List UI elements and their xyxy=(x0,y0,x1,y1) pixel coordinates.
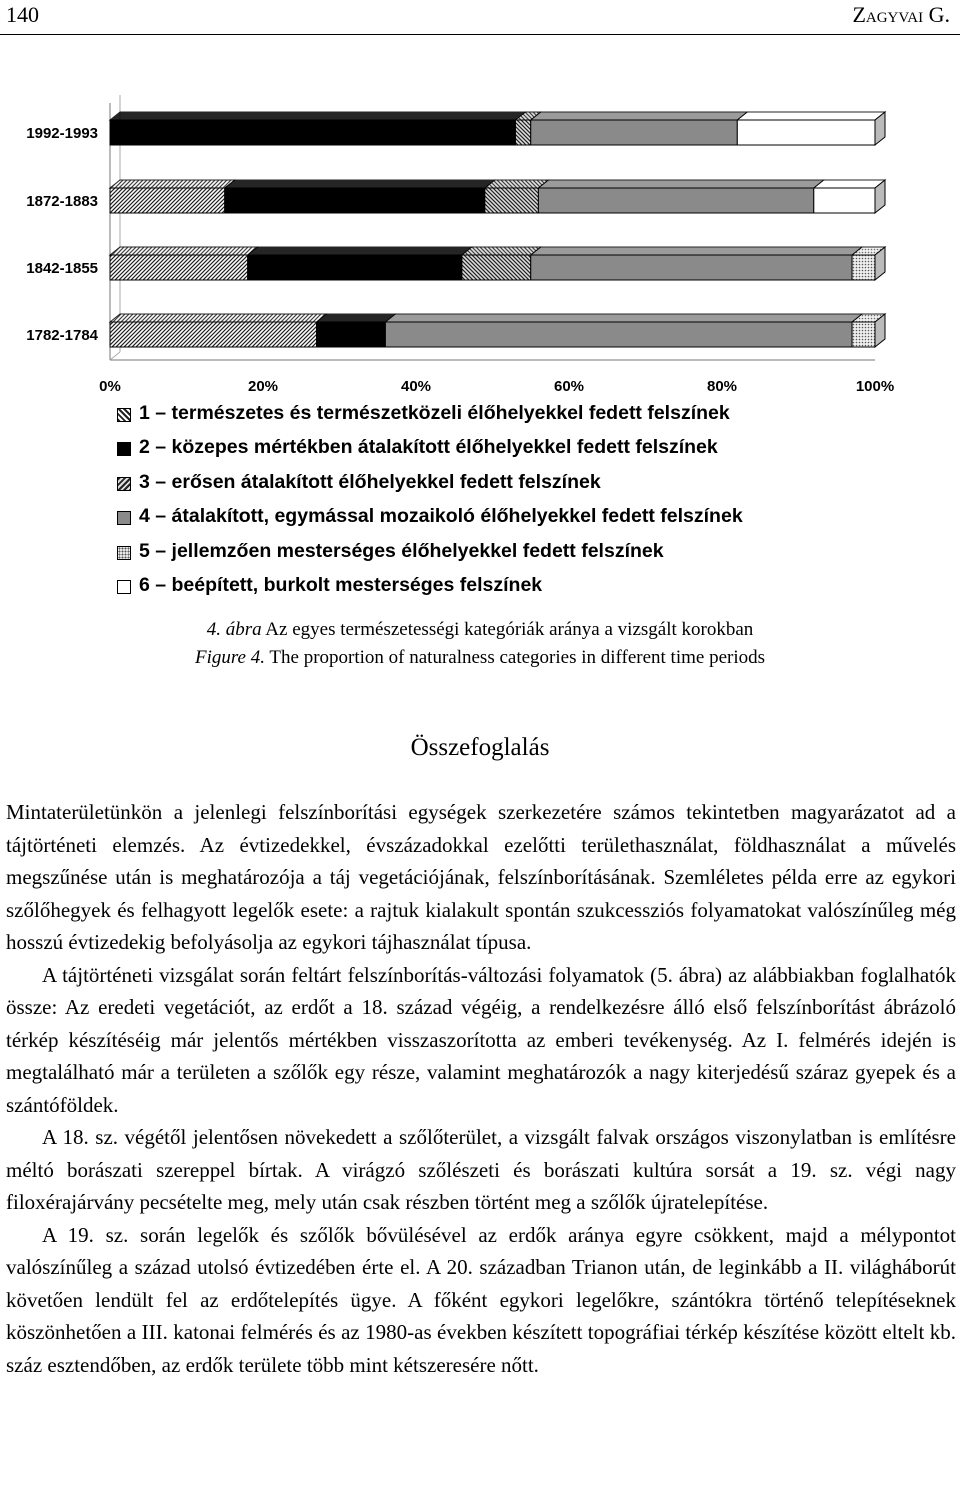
legend-label: 4 – átalakított, egymással mozaikoló élőhelyekkel fedett felszínek xyxy=(139,505,743,528)
section-title: Összefoglalás xyxy=(410,734,550,761)
bar-segment xyxy=(485,188,539,213)
page-number: 140 xyxy=(6,2,39,27)
bar-segment xyxy=(531,255,852,280)
bar-segment xyxy=(317,322,386,347)
legend-label: 6 – beépített, burkolt mesterséges felszínek xyxy=(139,573,543,596)
category-label: 1782-1784 xyxy=(26,327,98,344)
x-tick-label: 40% xyxy=(400,378,432,395)
bar-segment-top xyxy=(110,112,525,120)
legend-swatch-3 xyxy=(117,477,131,491)
bar-segment xyxy=(248,255,462,280)
legend-swatch-4 xyxy=(117,511,131,525)
bar-segment-top xyxy=(531,247,862,255)
bar-segment-top xyxy=(531,112,748,120)
category-label: 1992-1993 xyxy=(26,125,98,142)
bar-segment-top xyxy=(385,314,862,322)
bar-segment xyxy=(852,255,875,280)
bar-segment-top xyxy=(110,314,327,322)
paragraph: Mintaterületünkön a jelenlegi felszínborítási egységek szerkezetére számos tekintetben magyarázatot ad a tájtörténeti elemzés. Az évtizedekkel, évszázadokkal ezelőtti területhasználat, földhasználat a művelés megszűnése után is meghatározója a táj vegetációjának, felszínborításának. Szemléletes példa erre az egykori szőlőhegyek és felhagyott legelők esete: a rajtuk kialakult spontán szukcessziós folyamatokat valószínűleg még hosszú évtizedekig befolyásolja az egykori tájhasználat típusa. xyxy=(6,800,956,954)
legend-label: 1 – természetes és természetközeli élőhelyekkel fedett felszínek xyxy=(139,402,730,424)
caption-text-en: The proportion of naturalness categories in different time periods xyxy=(265,647,766,668)
bar-segment-top xyxy=(814,180,885,188)
paragraph: A 18. sz. végétől jelentősen növekedett a szőlőterület, a vizsgált falvak országos viszonylatban is említésre méltó borászati szereppel bírtak. A virágzó szőlészeti és borászati kultúra sorsát a 19. sz. végi nagy filoxérajárvány pecsételte meg, mely után csak részben történt meg a szőlők újratelepítése. xyxy=(6,1125,956,1214)
category-label: 1842-1855 xyxy=(26,260,98,277)
bar-segment-top xyxy=(485,180,549,188)
running-head: Zagyvai G. xyxy=(852,2,950,27)
figure-caption-hu xyxy=(0,619,960,641)
category-label: 1872-1883 xyxy=(26,193,98,210)
body-text xyxy=(6,796,956,1381)
figure-label-hu: 4. ábra xyxy=(206,619,262,640)
bar-segment xyxy=(110,188,225,213)
figure-label-en: Figure 4. xyxy=(194,647,265,668)
x-tick-label: 100% xyxy=(855,378,895,395)
bar-segment xyxy=(110,120,515,145)
legend-swatch-5 xyxy=(117,546,131,560)
bar-segment-top xyxy=(110,247,258,255)
x-tick-label: 20% xyxy=(247,378,279,395)
paragraph: A 19. sz. során legelők és szőlők bővülésével az erdők aránya egyre csökkent, majd a mélypontot valószínűleg a század utolsó évtizedében érte el. A 20. században Trianon után, de leginkább a II. világháborút követően lendült fel az erdőtelepítés ügye. A főként egykori legelőkre, szántókra történő telepítéseknek köszönhetően a III. katonai felmérés és az 1980-as években készített topográfiai térkép készítése között eltelt kb. száz esztendőben, az erdők területe több mint kétszeresére nőtt. xyxy=(6,1222,956,1377)
bar-segment xyxy=(737,120,875,145)
bar-segment-top xyxy=(225,180,495,188)
legend-swatch-2 xyxy=(117,442,131,456)
bar-segment-top xyxy=(737,112,885,120)
bar-segment-top xyxy=(538,180,823,188)
bar-segment xyxy=(385,322,852,347)
bar-segment-top xyxy=(317,314,396,322)
legend-swatch-1 xyxy=(117,408,131,422)
chart-bars xyxy=(110,112,885,347)
bar-segment-top xyxy=(248,247,472,255)
bar-segment xyxy=(225,188,485,213)
legend-label: 5 – jellemzően mesterséges élőhelyekkel fedett felszínek xyxy=(139,539,664,562)
figure-caption-en xyxy=(0,647,960,669)
bar-segment xyxy=(462,255,531,280)
legend-label: 3 – erősen átalakított élőhelyekkel fedett felszínek xyxy=(139,470,601,493)
bar-segment xyxy=(515,120,530,145)
bar-segment-top xyxy=(110,180,235,188)
x-tick-label: 60% xyxy=(553,378,585,395)
bar-segment xyxy=(110,255,248,280)
x-axis-depth-line xyxy=(110,352,120,360)
paragraph: A tájtörténeti vizsgálat során feltárt felszínborítás-változási folyamatok (5. ábra) az alábbiakban foglalhatók össze: Az eredeti vegetációt, az erdőt a 18. század végéig, a rendelkezésre álló első felszínborítást ábrázoló térkép készítéséig már jelentős mértékben visszaszorította az emberi tevékenység. Az I. felmérés idején is megtalálható már a területen a szőlők egy része, valamint meghatározók a nagy kiterjedésű száraz gyepek és a szántóföldek. xyxy=(6,962,956,1117)
legend-swatch-6 xyxy=(117,580,131,594)
bar-segment xyxy=(110,322,317,347)
x-tick-label: 0% xyxy=(99,378,121,395)
x-tick-label: 80% xyxy=(706,378,738,395)
bar-segment-top xyxy=(462,247,541,255)
page-header xyxy=(0,0,960,35)
bar-segment xyxy=(814,188,875,213)
stacked-bar-chart xyxy=(0,95,960,400)
bar-segment xyxy=(531,120,738,145)
legend-label: 2 – közepes mértékben átalakított élőhelyekkel fedett felszínek xyxy=(139,436,718,459)
bar-segment xyxy=(852,322,875,347)
bar-segment xyxy=(538,188,813,213)
caption-text-hu: Az egyes természetességi kategóriák aránya a vizsgált korokban xyxy=(261,619,754,640)
